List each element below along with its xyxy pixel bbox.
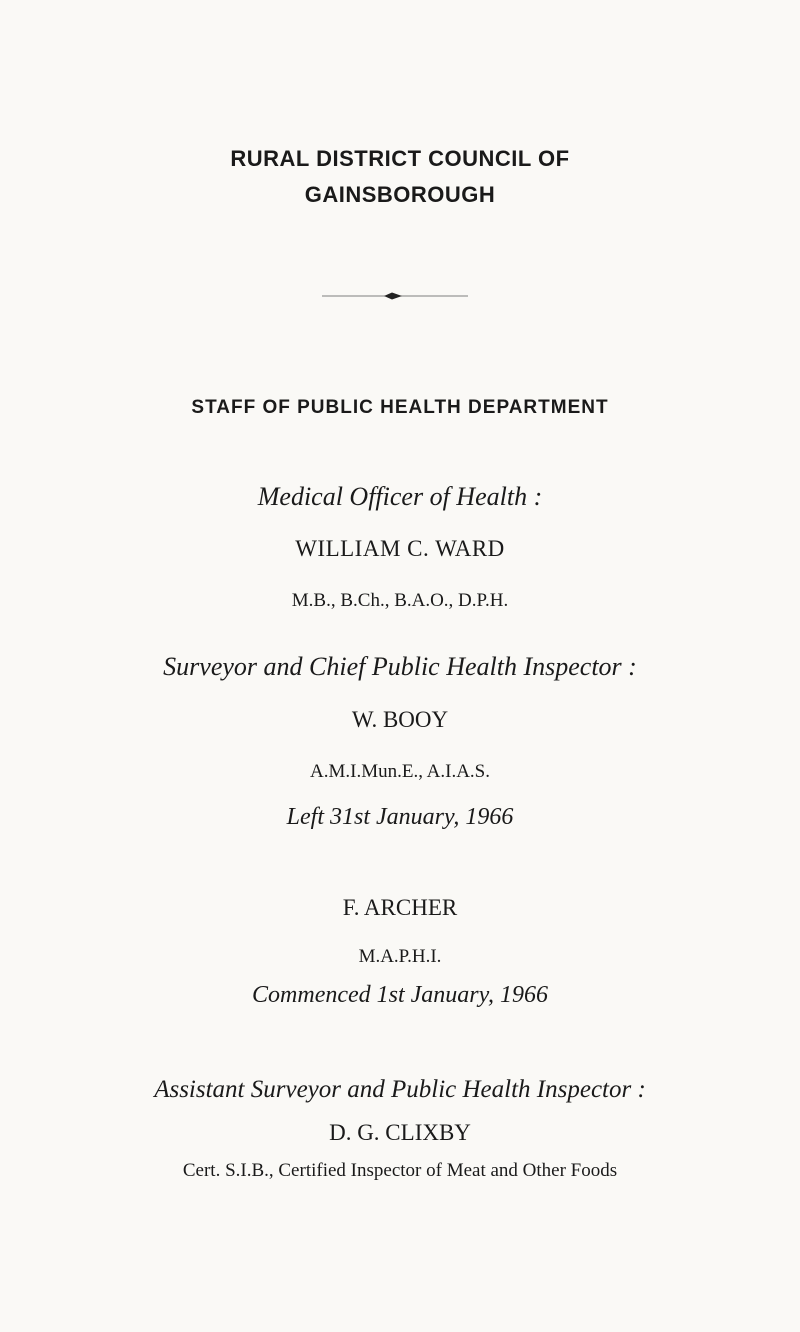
- surveyor-qualifications: A.M.I.Mun.E., A.I.A.S.: [310, 761, 490, 782]
- successor-qualifications: M.A.P.H.I.: [358, 946, 442, 967]
- assistant-name: D. G. CLIXBY: [329, 1120, 471, 1145]
- successor-start-note: Commenced 1st January, 1966: [252, 982, 548, 1008]
- assistant-qualifications: Cert. S.I.B., Certified Inspector of Meat and Other Foods: [182, 1160, 618, 1181]
- assistant-role: Assistant Surveyor and Public Health Inspector :: [154, 1076, 646, 1103]
- medical-officer-role: Medical Officer of Health :: [257, 482, 543, 511]
- medical-officer-qualifications: M.B., B.Ch., B.A.O., D.P.H.: [291, 590, 509, 611]
- ornamental-divider: [322, 291, 468, 301]
- council-title-line1: RURAL DISTRICT COUNCIL OF: [230, 146, 570, 171]
- surveyor-name: W. BOOY: [351, 707, 449, 732]
- medical-officer-name: WILLIAM C. WARD: [295, 536, 505, 561]
- surveyor-departure-note: Left 31st January, 1966: [286, 804, 514, 830]
- council-title-line2: GAINSBOROUGH: [304, 182, 496, 207]
- department-title: STAFF OF PUBLIC HEALTH DEPARTMENT: [191, 397, 609, 418]
- successor-name: F. ARCHER: [342, 895, 458, 920]
- surveyor-role: Surveyor and Chief Public Health Inspector :: [163, 652, 637, 681]
